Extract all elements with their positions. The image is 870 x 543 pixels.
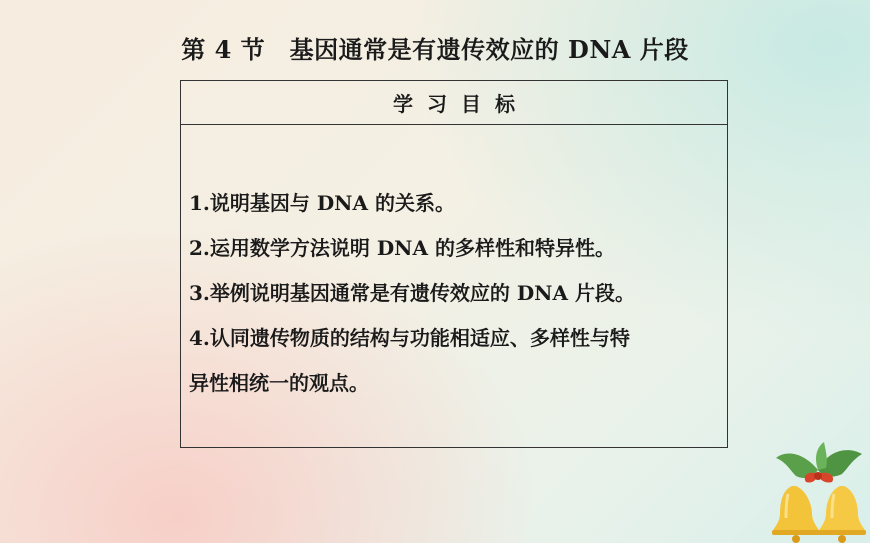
objective-item: 4.认同遗传物质的结构与功能相适应、多样性与特 (189, 326, 630, 350)
holly-leaf-icon (816, 442, 827, 470)
bell-icon (818, 486, 866, 543)
objective-item: 3.举例说明基因通常是有遗传效应的 DNA 片段。 (189, 281, 635, 305)
learning-objectives-table (180, 80, 728, 448)
objective-item: 异性相统一的观点。 (189, 371, 369, 395)
objectives-list (189, 181, 719, 406)
objective-item: 1.说明基因与 DNA 的关系。 (189, 191, 455, 215)
table-header: 学习目标 (181, 81, 727, 125)
objective-item: 2.运用数学方法说明 DNA 的多样性和特异性。 (189, 236, 615, 260)
christmas-bells-icon (768, 440, 870, 543)
page-title: 第 4 节 基因通常是有遗传效应的 DNA 片段 (181, 35, 689, 64)
bell-icon (772, 486, 820, 543)
